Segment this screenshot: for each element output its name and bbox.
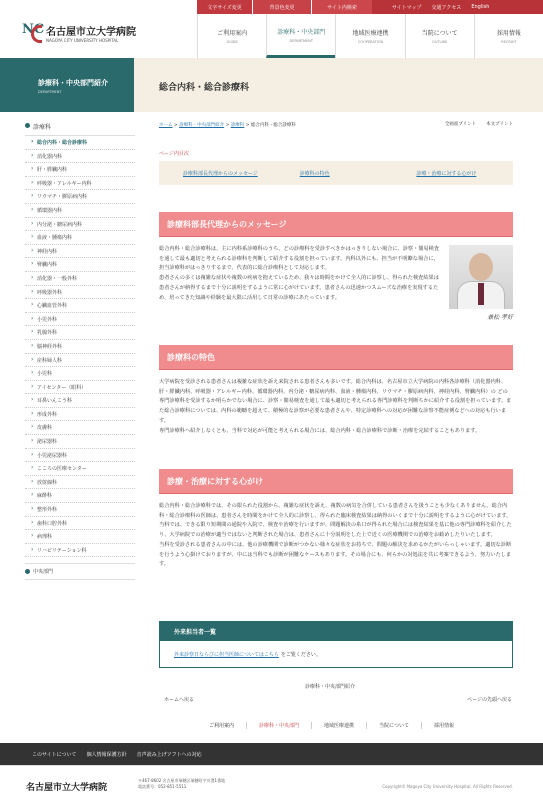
sidebar-item[interactable]: › 呼吸器外科 [25,286,135,300]
section-policy [159,469,513,570]
section-body [159,245,513,321]
sidebar-item[interactable]: › 小児泌尿器科 [25,449,135,463]
outpatient-suffix: をご覧ください。 [280,651,321,658]
gnav-label-en: OUTLINE [432,40,448,44]
section-title-en: DEPARTMENT [38,90,62,94]
outpatient-body [160,641,512,667]
sidebar-item[interactable]: › 肝・膵臓内科 [25,163,135,177]
sidebar-item[interactable]: › 産科婦人科 [25,354,135,368]
sidebar-central[interactable]: 中央部門 [25,563,135,580]
toc-box [159,161,513,185]
section-text: 総合内科・総合診療科は、主に内科系診療科のうち、どの診療科を受診すべきかはっきりしない場合に、診察・簡易検査を通して最も適切と考えられる診療科を判断して紹介する役割を担っています。内科以外にも、担当が不明瞭な場合に、担当診療科がはっきりするまで、代表的に総合診療科として対応します。 患者さんの多くは複雑な症状や複数の疾病を抱えているため、我々は時間をかけて全人的に診察し、得られた検査結果は患者さんが納得するまで十分に説明をするように常に心がけています。患者さんの迅速かつスムーズな治療を実現するため、培ってきた知識や経験を最大限に活用して日常の診療にあたっています。 [159,246,440,301]
sidebar-item[interactable]: › 呼吸器・アレルギー内科 [25,177,135,191]
sidebar-item[interactable]: › 血液・腫瘍内科 [25,231,135,245]
gnav-label-en: DEPARTMENT [289,38,314,43]
footer-nav [197,722,543,729]
section-banner [0,58,134,112]
doctor-photo [449,245,513,309]
breadcrumb: ホーム > 診療科・中央部門紹介 > 診療科 > 総合内科・総合診療科 [159,123,296,128]
gnav-recruit[interactable] [474,14,543,58]
sidebar-item[interactable]: › 乳腺外科 [25,326,135,340]
logo-mark [22,22,45,44]
footer-address-line: 〒467-8602 名古屋市瑞穂区瑞穂町字川澄1番地 [138,778,226,783]
sidebar-item[interactable]: › 放射線科 [25,476,135,490]
gnav-label: 地域医療連携 [352,30,389,37]
doctor-block [441,245,513,321]
global-nav [197,14,543,58]
section-heading: 診療科の特色 [159,345,513,370]
utility-bar [0,0,543,14]
fnav-item[interactable]: 診療科・中央部門 [247,722,312,729]
footer-links-bar [0,743,543,765]
fnav-item[interactable]: 採用情報 [433,723,454,729]
footer-phone: 電話番号：052-851-5511 [138,784,187,789]
sidebar-item[interactable]: › 小児外科 [25,313,135,327]
crumb-current: 総合内科・総合診療科 [250,123,296,128]
sidebar-item[interactable]: › 整形外科 [25,503,135,517]
toc-link[interactable]: 診療・治療に対する心がけ [416,170,477,177]
outpatient-box [159,621,513,668]
sidebar-item[interactable]: › 歯科口腔外科 [25,517,135,531]
page-top-link[interactable]: ページの先頭へ戻る [467,697,512,703]
sidebar-item[interactable]: › アイセンター（眼科） [25,381,135,395]
gnav-guide[interactable] [197,14,266,58]
sidebar-item[interactable]: › 神経内科 [25,245,135,259]
footer-hospital-name: 名古屋市立大学病院 [26,783,108,793]
english-link[interactable]: English [471,4,490,10]
sidebar-item[interactable]: › こころの医療センター [25,462,135,476]
section-heading: 診療・治療に対する心がけ [159,469,513,494]
about-site-link[interactable]: このサイトについて [32,751,77,758]
gnav-label: 当院について [421,30,458,37]
hospital-name: 名古屋市立大学病院 [46,27,136,38]
sidebar-item[interactable]: › 腎臓内科 [25,258,135,272]
sidebar-item[interactable]: › 消化器内科 [25,150,135,164]
page-title-banner [134,58,543,112]
site-search-button[interactable]: サイト内検索 [312,0,372,14]
logo-letters: NC [22,22,45,37]
sidebar-item[interactable]: › 麻酔科 [25,489,135,503]
crumb-dept[interactable]: 診療科・中央部門紹介 [179,123,225,128]
bg-color-button[interactable]: 背景色変更 [253,0,311,14]
gnav-label: ご利用案内 [217,30,248,37]
crumb-home[interactable]: ホーム [159,123,173,128]
copyright: Copyright© Nagoya City University Hospital. All Rights Reserved. [382,784,513,789]
section-text: 大学病院を受診される患者さんは複雑な症状を訴え来院される患者さんも多いです。総合内科は、名古屋市立大学病院の内科各診療科（消化器内科、肝・膵臓内科、呼吸器・アレルギー内科、循環器内科、内分泌・糖尿病内科、血液・腫瘍内科、リウマチ・膠原病内科、神経内科、腎臓内科）の どの専門診療科を受診するか明らかでない場合に、診察・簡易検査を通して最も適切と考えられる専門診療科を判断ちかに紹介する役割を担っています。また総合診療科については、内科の範疇を超えて、積極的な診察が必要な患者さんや、特定診療科への対応が困難な診察不能症例などへの対応も行います。 専門診療科へ紹介しなくとも、当科で対応が可能と考えられる場合には、総合内科・総合診療科で診断・治療を完結することもあります。 [159,379,512,434]
footer [0,765,543,804]
sidebar-item[interactable]: › リウマチ・膠原病内科 [25,190,135,204]
gnav-label-en: GUIDE [226,40,238,44]
sidebar-item[interactable]: › リハビリテーション科 [25,544,135,558]
sidebar-item[interactable]: › 皮膚科 [25,421,135,435]
sidebar-item[interactable]: › 循環器内科 [25,204,135,218]
photo-face [469,253,493,281]
gnav-label: 採用情報 [496,30,521,37]
font-size-button[interactable]: 文字サイズ変更 [197,0,252,14]
gnav-cooperation[interactable] [335,14,404,58]
photo-tie [478,283,484,305]
gnav-outline[interactable] [405,14,474,58]
toc-heading: ページ内目次 [159,151,189,157]
section-features [159,345,513,436]
print-body-button[interactable]: 本文プリント [486,122,513,127]
fnav-item[interactable]: 当院について [367,722,422,729]
page-title: 総合内科・総合診療科 [159,83,250,93]
screen-reader-link[interactable]: 音声読み上げソフトへの対応 [136,751,202,758]
sidebar-item[interactable]: › 形成外科 [25,408,135,422]
page-toc [159,150,513,185]
sidebar-home[interactable]: 診療科 [25,118,135,136]
sidebar [25,118,135,580]
section-heading: 診療科部長代理からのメッセージ [159,212,513,237]
sitemap-link[interactable]: サイトマップ [392,4,422,11]
sidebar-item[interactable]: › 内分泌・糖尿病内科 [25,218,135,232]
hospital-logo[interactable] [22,22,136,44]
fnav-item[interactable]: 地域医療連携 [312,722,367,729]
gnav-label-en: COOPERATION [357,40,384,44]
sidebar-item[interactable]: › 心臓血管外科 [25,299,135,313]
sidebar-item[interactable]: › 泌尿器科 [25,435,135,449]
footer-address [138,778,225,790]
print-links [445,121,513,127]
doctor-signature: 兼松 孝好 [487,314,513,321]
sidebar-item[interactable]: › 脳神経外科 [25,340,135,354]
section-message [159,212,513,321]
access-link[interactable]: 交通アクセス [431,4,462,11]
print-all-button[interactable]: 全画面プリント [444,122,477,127]
gnav-department[interactable] [266,14,335,58]
sidebar-item[interactable]: › 耳鼻いんこう科 [25,394,135,408]
sidebar-item[interactable]: › 総合内科・総合診療科 [25,136,135,150]
toc-link[interactable]: 診療科の特色 [299,170,330,177]
sidebar-item[interactable]: › 小児科 [25,367,135,381]
outpatient-heading: 外来担当者一覧 [160,622,512,641]
home-back-link[interactable]: ホームへ戻る [164,697,195,703]
privacy-link[interactable]: 個人情報保護方針 [86,751,127,758]
pager-dept-link[interactable]: 診療科・中央部門紹介 [305,684,356,690]
utility-links [372,0,543,14]
hospital-name-en: NAGOYA CITY UNIVERSITY HOSPITAL [46,38,119,43]
section-text: 総合内科・総合診療科では、その限られた役割から、複雑な症状を訴え、複数の病気を合併している患者さんを扱うことも少なくありません。総合内科・総合診療科の医師は、患者さんを時間をかけて全人的に診察し、得られた臨床検査結果は納得のいくまで十分に説明をするように心がけています。 当科では、できる限り短期間の通院や入院で、検査や治療を行いますが、問題解決の糸口が得られた場合には検査結果を基に他の専門診療科を紹介したり、大学病院での治療が適当ではないと判断された場合は、患者さんに十分説明をした上で近くの医療機関での治療をお勧めしたりいたします。 当科を受診される患者さんの中には、他の診療機関で診断がつかない様々な症状をお持ちで、問題の解決を求めるかたがいらっしゃいます。適切な診断を行うよう心掛けておりますが、中には当科でも診断が困難なケースもあります。その場合にも、何らかの対処法を共に考案できるよう、努力いたします。 [159,503,512,568]
sidebar-item[interactable]: › 病理科 [25,530,135,544]
sidebar-list [25,136,135,557]
fnav-item[interactable]: ご利用案内 [197,722,247,729]
toc-link[interactable]: 診療科部長代理からのメッセージ [183,170,258,177]
outpatient-link[interactable]: 外来診察日ならびに担当医師についてはこちら [174,651,279,658]
section-title: 診療科・中央部門紹介 [38,79,108,87]
crumb-sub[interactable]: 診療科 [230,123,245,128]
logo-arc [31,25,42,43]
gnav-label-en: RECRUIT [501,40,517,44]
gnav-label: 診療科・中央部門 [277,28,326,36]
sidebar-item[interactable]: › 消化器・一般外科 [25,272,135,286]
